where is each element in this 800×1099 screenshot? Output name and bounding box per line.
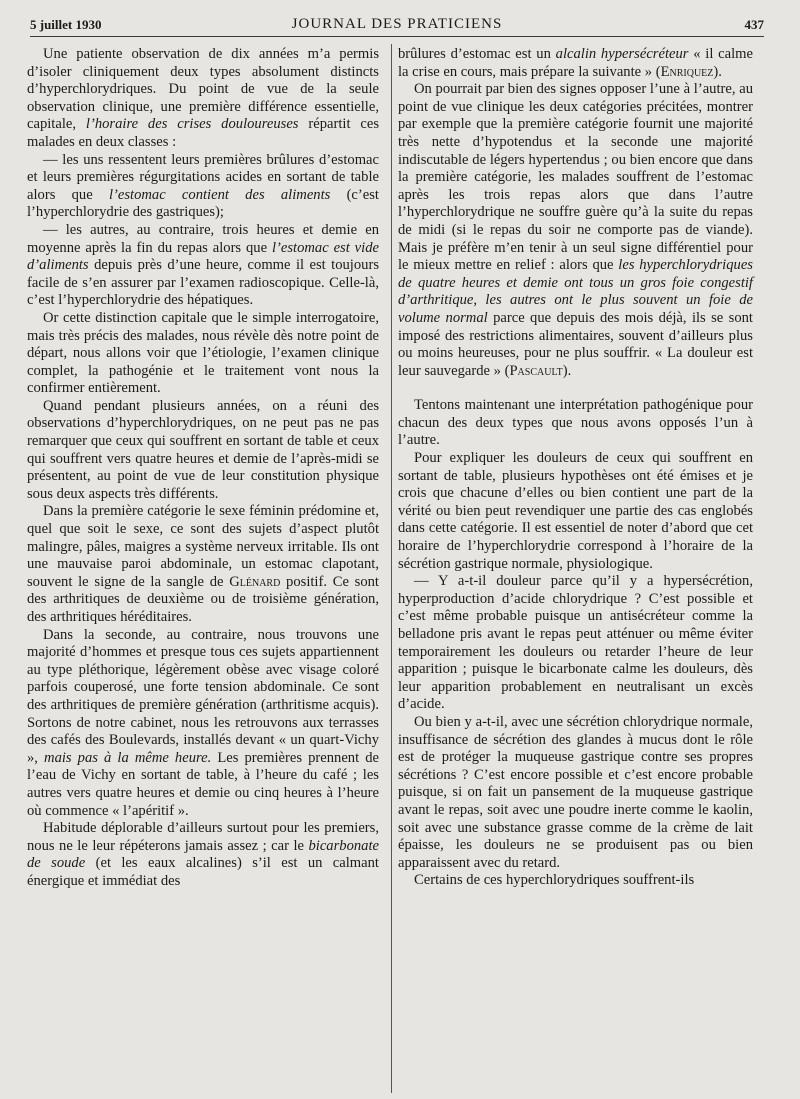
emphasis: mais pas à la même heure.	[44, 749, 212, 766]
text-run: Dans la première catégorie le sexe féminin prédomine et, quel que soit le sexe, ce sont des sujets d’aspect plutôt malingre, pâles, maigres a système nerveux irritable. Ils ont une mauvaise paroi abdominale, un estomac clapotant, souvent le signe de la sangle de	[27, 503, 379, 590]
emphasis: bicarbonate de soude	[27, 837, 379, 872]
paragraph-first-type	[27, 152, 379, 222]
paragraph-distinction: Or cette distinction capitale que le simple interrogatoire, mais très précis des malades, nous révèle dès notre point de départ, nous allons voir que l’étiologie, l’examen clinique complet, la pathogénie et le traitement vont nous la confirmer entièrement.	[27, 309, 379, 397]
text-run: répartit ces malades en deux classes :	[27, 116, 380, 150]
paragraph-hypotheses: Pour expliquer les douleurs de ceux qui souffrent en sortant de table, plusieurs hypothèses ont été émises et je crois que chacune d’elles ou bien contient une part de la vérité ou bien peut revendiquer une partie des cas englobés dans cette catégorie. Il est essentiel de noter d’abord que cet horaire de l’hyperchlorydrie correspond à l’horaire de la sécrétion gastrique normale, physiologique.	[398, 450, 753, 572]
paragraph-hypersecretion: — Y a-t-il douleur parce qu’il y a hypersécrétion, hyperproduction d’acide chlorydrique ? C’est possible et c’est même probable puisque un antisécréteur comme la belladone pris avant le repas peut atténuer ou même éviter temporairement les douleurs ou retarder l’heure de leur apparition ; puisque le bicarbonate calme les douleurs, dès leur apparition probablement en neutralisant un excès d’acide.	[398, 573, 753, 713]
running-header	[30, 14, 764, 37]
journal-title: JOURNAL DES PRATICIENS	[291, 16, 503, 32]
paragraph-continuation	[398, 46, 753, 81]
page-number: 437	[744, 17, 764, 32]
text-run: brûlures d’estomac est un	[398, 46, 556, 62]
emphasis: alcalin hypersécréteur	[555, 46, 689, 62]
text-run: « il calme la crise en cours, mais prépare la suivante » (	[398, 46, 753, 80]
text-run: — les autres, au contraire, trois heures et demie en moyenne après la fin du repas alors que	[27, 221, 379, 256]
paragraph-pathogenic: Tentons maintenant une interprétation pathogénique pour chacun des deux types que nous avons opposés l’un à l’autre.	[398, 397, 753, 449]
paragraph-closing: Certains de ces hyperchlorydriques souffrent-ils	[414, 872, 695, 889]
paragraph-second-category	[27, 627, 379, 821]
paragraph-observations: Quand pendant plusieurs années, on a réuni des observations d’hyperchlorydriques, on ne peut pas ne pas remarquer que ceux qui souffrent en sortant de table et ceux qui souffrent vers quatre heures et demie de l’après-midi se présentent, au point de vue de leur constitution physique sous deux aspects très différents.	[27, 397, 379, 502]
text-run: Habitude déplorable d’ailleurs surtout pour les premiers, nous ne le leur répéterons jamais assez ; car le	[27, 820, 379, 854]
paragraph-first-category	[27, 503, 379, 626]
emphasis: l’horaire des crises douloureuses	[85, 116, 299, 133]
paragraph-second-type	[27, 222, 379, 310]
emphasis: l’estomac contient des aliments	[108, 186, 331, 203]
paragraph-intro	[27, 46, 379, 152]
text-run: ).	[562, 362, 572, 379]
paragraph-clinical-signs	[398, 81, 753, 380]
text-run: Dans la seconde, au contraire, nous trouvons une majorité d’hommes et presque tous ces sujets appartiennent au type pléthorique, légèrement obèse avec visage coloré parfois couperosé, une forte tension abdominale. Ce sont des arthritiques de première génération (arthritisme acquis). Sortons de notre cabinet, nous les retrouvons aux terrasses des cafés des Boulevards, installés devant « un quart-Vichy »,	[27, 626, 379, 766]
paragraph-habit	[27, 820, 379, 890]
text-run: Une patiente observation de dix années m’a permis d’isoler cliniquement deux types absolument distincts d’hyperchlorydriques. Du point de vue de la seule observation clinique, une première différence essentielle, capitale,	[27, 46, 379, 133]
emphasis: l’estomac est vide d’aliments	[27, 239, 379, 274]
text-run: depuis près d’une heure, comme il est toujours facile de s’en assurer par l’examen radioscopique. Celle-là, c’est l’hyperchlorydrie des hépatiques.	[27, 257, 379, 309]
left-column	[27, 46, 379, 891]
text-run: On pourrait par bien des signes opposer l’une à l’autre, au point de vue clinique les deux catégories précitées, montrer par exemple que la première catégorie fournit une majorité très nette d’hypotendus et la seconde une majorité indiscutable de légers hypertendus ; ou bien encore que dans la première catégorie, les malades souffrent de l’estomac après les trois repas alors que dans l’autre l’hyperchlorydrique ne souffre guère qu’à la suite du repas de midi (si le repas du soir ne comporte pas de viande). Mais je préfère m’en tenir à un seul signe différentiel pour le mieux mettre en relief : alors que	[398, 81, 753, 274]
text-run: (et les eaux alcalines) s’il est un calmant énergique et immédiat des	[27, 855, 379, 889]
right-column	[398, 46, 753, 890]
text-run: parce que depuis des mois déjà, ils se sont imposé des restrictions alimentaires, souvent d’ailleurs plus ou moins heureuses, pour ne plus souffrir. « La douleur est leur sauvegarde » (	[398, 309, 753, 379]
text-run: Les premières prennent de l’eau de Vichy en sortant de table, à l’heure du café ; les autres vers quatre heures et demie ou cinq heures à l’heure où commence « l’apéritif ».	[27, 749, 380, 819]
text-run: positif. Ce sont des arthritiques de deuxième ou de troisième génération, des arthritiques héréditaires.	[27, 573, 379, 625]
text-run: ).	[713, 63, 722, 80]
author-name: Enriquez	[660, 63, 714, 80]
header-date: 5 juillet 1930	[30, 17, 102, 32]
author-name: Glénard	[229, 573, 281, 590]
paragraph-mucus: Ou bien y a-t-il, avec une sécrétion chlorydrique normale, insuffisance de sécrétion des glandes à mucus dont le rôle est de protéger la muqueuse gastrique contre ses propres sécrétions ? C’est encore possible et c’est encore probable puisque, si on fait un pansement de la muqueuse gastrique avant le repas, soit avec une poudre inerte comme le kaolin, soit avec une substance grasse comme de la crème de lait épaisse, les douleurs ne se produisent pas ou bien apparaissent avec du retard.	[398, 713, 753, 871]
author-name: Pascault	[509, 362, 563, 379]
text-run: — les uns ressentent leurs premières brûlures d’estomac et leurs premières régurgitations acides en sortant de table alors que	[27, 151, 379, 203]
emphasis: les hyperchlorydriques de quatre heures et demie ont tous un gros foie congestif d’arthritique, les autres ont le plus souvent un foie de volume normal	[398, 257, 753, 326]
column-divider	[391, 44, 392, 1093]
text-run: (c’est l’hyperchlorydrie des gastriques);	[27, 186, 379, 221]
